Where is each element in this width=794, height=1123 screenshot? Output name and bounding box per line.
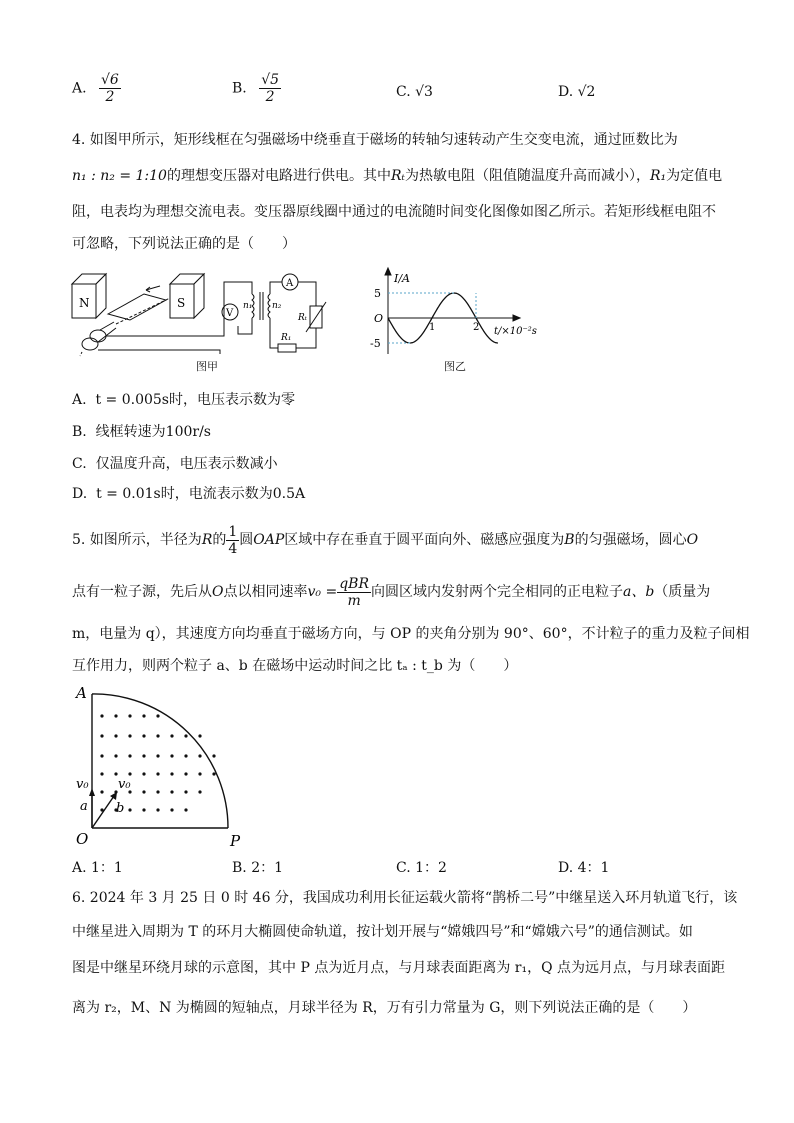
field-dot bbox=[114, 754, 117, 757]
q4-line4: 可忽略，下列说法正确的是（ ） bbox=[72, 236, 296, 252]
q6-line4: 离为 r₂，M、N 为椭圆的短轴点，月球半径为 R，万有引力常量为 G，则下列说法正确的是（ ） bbox=[72, 1000, 697, 1016]
field-dot bbox=[198, 734, 201, 737]
label-magnet-s: S bbox=[177, 296, 186, 310]
q5-option-b: B. 2：1 bbox=[232, 860, 284, 876]
q3-option-b: B. $\frac{√5}{2}$ bbox=[232, 72, 280, 105]
x-tick-label: 1 bbox=[429, 322, 436, 333]
label-r1: R₁ bbox=[281, 333, 292, 343]
q4-line2: n₁ : n₂ = 1:10的理想变压器对电路进行供电。其中Rₜ为热敏电阻（阻值随温度升高而减小），R₁为定值电 bbox=[72, 168, 723, 184]
field-dot bbox=[170, 790, 173, 793]
q3-option-a: A. $\frac{√6}{2}$ bbox=[72, 72, 119, 105]
label-n2: n₂ bbox=[272, 301, 282, 311]
field-dot bbox=[184, 754, 187, 757]
field-dot bbox=[156, 808, 159, 811]
x-axis-label: t/×10⁻²s bbox=[494, 326, 537, 337]
q4-line1: 4. 如图甲所示，矩形线框在匀强磁场中绕垂直于磁场的转轴匀速转动产生交变电流，通过匝数比为 bbox=[72, 132, 678, 148]
field-dot bbox=[170, 734, 173, 737]
field-dot bbox=[142, 808, 145, 811]
q4-option-d: D. t = 0.01s时，电流表示数为0.5A bbox=[72, 486, 306, 502]
field-dot bbox=[212, 772, 215, 775]
field-dot bbox=[156, 734, 159, 737]
field-dot bbox=[128, 772, 131, 775]
label-rt: Rₜ bbox=[298, 313, 307, 323]
figure-b-caption: 图乙 bbox=[444, 360, 466, 373]
q5-line2: 点有一粒子源，先后从O点以相同速率v₀ = $\frac{\text{qBR}}{m}$ 向圆区域内发射两个完全相同的正电粒子a、b（质量为 bbox=[72, 575, 711, 609]
ammeter-label: A bbox=[286, 278, 294, 289]
particle-a-label: a bbox=[80, 799, 88, 814]
field-dot bbox=[184, 808, 187, 811]
point-p-label: P bbox=[230, 832, 241, 850]
q5-line4: 互作用力，则两个粒子 a、b 在磁场中运动时间之比 tₐ : t_b 为（ ） bbox=[72, 658, 518, 674]
q5-line1: 5. 如图所示，半径为R的 $\frac{1}{4}$ 圆OAP区域中存在垂直于圆平面向外、磁感应强度为B的匀强磁场，圆心O bbox=[72, 523, 699, 557]
field-dot bbox=[198, 772, 201, 775]
field-dot bbox=[128, 714, 131, 717]
q6-line1: 6. 2024 年 3 月 25 日 0 时 46 分，我国成功利用长征运载火箭将“鹊桥二号”中继星送入环月轨道飞行，该 bbox=[72, 890, 738, 906]
field-dot bbox=[142, 790, 145, 793]
field-dot bbox=[184, 734, 187, 737]
field-dot bbox=[184, 772, 187, 775]
figure-quarter-circle-field bbox=[72, 684, 252, 854]
field-dot bbox=[212, 754, 215, 757]
q4-option-b: B. 线框转速为100r/s bbox=[72, 424, 211, 440]
field-dot bbox=[142, 734, 145, 737]
figure-a-caption: 图甲 bbox=[196, 360, 218, 373]
field-dot bbox=[114, 772, 117, 775]
label-magnet-n: N bbox=[79, 296, 90, 310]
field-dot bbox=[170, 808, 173, 811]
q3-option-d: D. √2 bbox=[558, 84, 596, 100]
q4-option-c: C. 仅温度升高，电压表示数减小 bbox=[72, 456, 278, 472]
y-axis-arrow bbox=[385, 268, 391, 275]
field-dot bbox=[198, 790, 201, 793]
field-dot bbox=[170, 772, 173, 775]
q3-option-c: C. √3 bbox=[396, 84, 433, 100]
field-dot bbox=[142, 714, 145, 717]
field-dot bbox=[100, 772, 103, 775]
particle-b-label: b bbox=[116, 801, 125, 816]
field-dot bbox=[100, 790, 103, 793]
figure-current-time-chart bbox=[360, 264, 560, 360]
x-tick-label: 2 bbox=[473, 322, 480, 333]
field-dot bbox=[128, 808, 131, 811]
y-tick-label: 5 bbox=[374, 287, 381, 300]
field-dot bbox=[142, 754, 145, 757]
field-dot bbox=[184, 790, 187, 793]
field-dot bbox=[170, 754, 173, 757]
field-dot bbox=[100, 754, 103, 757]
q5-option-a: A. 1：1 bbox=[72, 860, 123, 876]
point-o-label: O bbox=[76, 830, 89, 848]
q4-option-a: A. t = 0.005s时，电压表示数为零 bbox=[72, 392, 295, 408]
field-dot bbox=[114, 734, 117, 737]
field-dot bbox=[142, 772, 145, 775]
v0-a-label: v₀ bbox=[76, 777, 89, 792]
field-dot bbox=[198, 754, 201, 757]
q6-line2: 中继星进入周期为 T 的环月大椭圆使命轨道，按计划开展与“嫦娥四号”和“嫦娥六号”的通信测试。如 bbox=[72, 924, 693, 940]
field-dot bbox=[156, 772, 159, 775]
field-dot bbox=[100, 808, 103, 811]
y-tick-label: -5 bbox=[370, 337, 381, 350]
q6-line3: 图是中继星环绕月球的示意图，其中 P 点为近月点，与月球表面距离为 r₁，Q 点为远月点，与月球表面距 bbox=[72, 960, 726, 976]
field-dot bbox=[128, 734, 131, 737]
field-dot bbox=[100, 734, 103, 737]
y-axis-label: I/A bbox=[394, 272, 410, 285]
y-tick-label: O bbox=[374, 312, 384, 325]
q5-option-c: C. 1：2 bbox=[396, 860, 447, 876]
field-dot bbox=[100, 714, 103, 717]
v0-b-label: v₀ bbox=[118, 777, 131, 792]
label-n1: n₁ bbox=[243, 301, 253, 311]
q5-option-d: D. 4：1 bbox=[558, 860, 610, 876]
q5-line3: m，电量为 q），其速度方向均垂直于磁场方向，与 OP 的夹角分别为 90°、60°，不计粒子的重力及粒子间相 bbox=[72, 626, 750, 642]
field-dot bbox=[156, 790, 159, 793]
x-axis-arrow bbox=[513, 315, 520, 321]
field-dot bbox=[128, 754, 131, 757]
q4-line3: 阻，电表均为理想交流电表。变压器原线圈中通过的电流随时间变化图像如图乙所示。若矩形线框电阻不 bbox=[72, 204, 716, 220]
field-dot bbox=[156, 714, 159, 717]
field-dot bbox=[156, 754, 159, 757]
point-a-label: A bbox=[76, 684, 87, 702]
field-dot bbox=[114, 714, 117, 717]
voltmeter-label: V bbox=[226, 308, 234, 319]
